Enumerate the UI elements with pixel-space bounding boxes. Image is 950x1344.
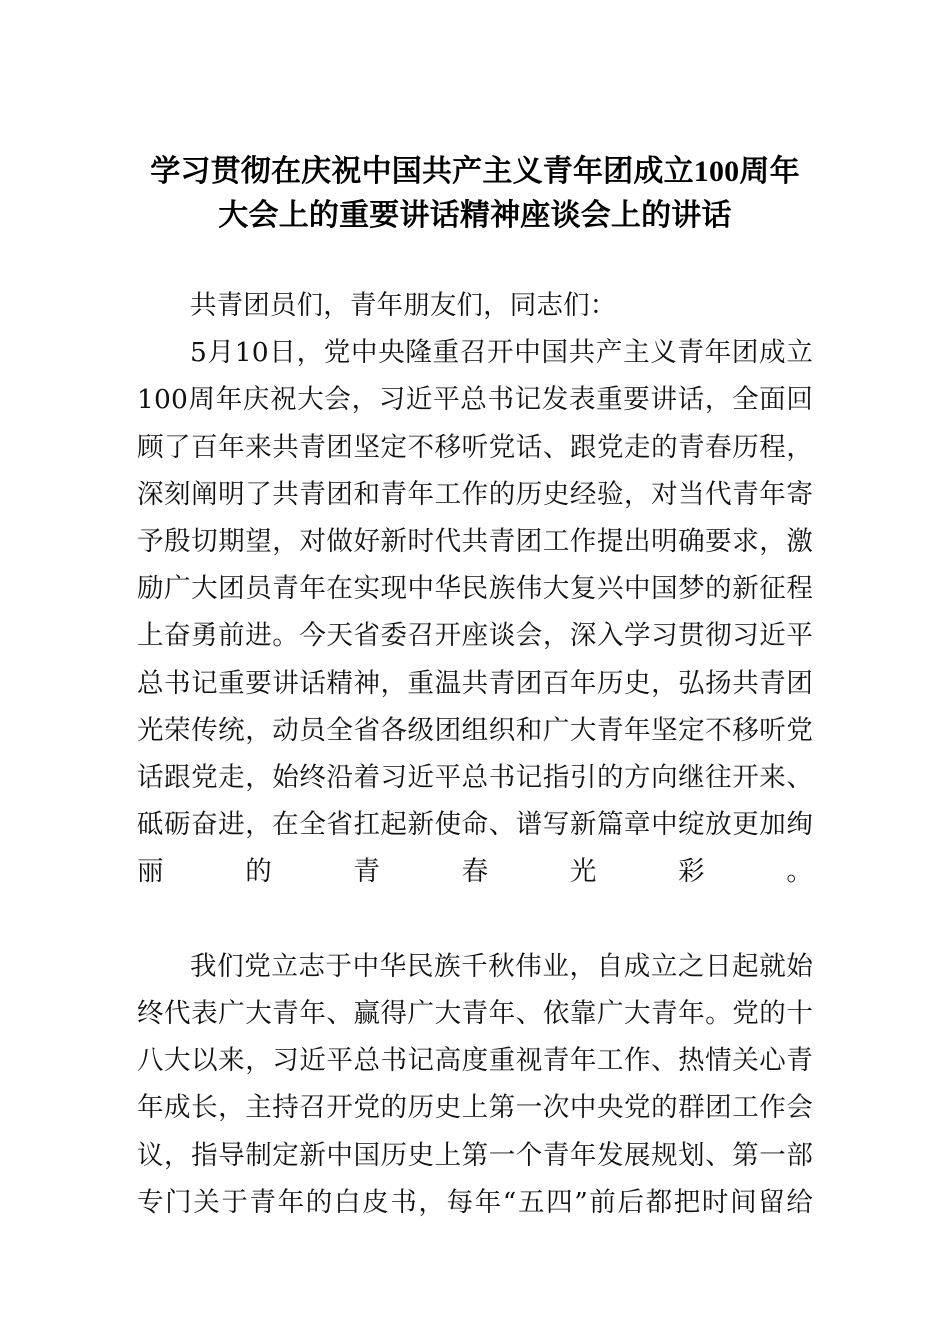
title-body-spacer [137, 238, 813, 282]
body-paragraph-1: 5月10日，党中央隆重召开中国共产主义青年团成立100周年庆祝大会，习近平总书记发表重要讲话，全面回顾了百年来共青团坚定不移听党话、跟党走的青春历程，深刻阐明了共青团和青年工作的历史经验，对当代青年寄予殷切期望，对做好新时代共青团工作提出明确要求，激励广大团员青年在实现中华民族伟大复兴中国梦的新征程上奋勇前进。今天省委召开座谈会，深入学习贯彻习近平总书记重要讲话精神，重温共青团百年历史，弘扬共青团光荣传统，动员全省各级团组织和广大青年坚定不移听党话跟党走，始终沿着习近平总书记指引的方向继往开来、砥砺奋进，在全省扛起新使命、谱写新篇章中绽放更加绚丽的青春光彩。 [137, 337, 813, 888]
document-body [137, 0, 813, 1273]
page-title: 学习贯彻在庆祝中国共产主义青年团成立100周年大会上的重要讲话精神座谈会上的讲话 [150, 155, 800, 232]
body-paragraph-2: 我们党立志于中华民族千秋伟业，自成立之日起就始终代表广大青年、赢得广大青年、依靠广大青年。党的十八大以来，习近平总书记高度重视青年工作、热情关心青年成长，主持召开党的历史上第一次中央党的群团工作会议，指导制定新中国历史上第一个青年发展规划、第一部专门关于青年的白皮书，每年“五四”前后都把时间留给 [137, 950, 813, 1218]
salutation-paragraph: 共青团员们，青年朋友们，同志们： [190, 290, 617, 321]
